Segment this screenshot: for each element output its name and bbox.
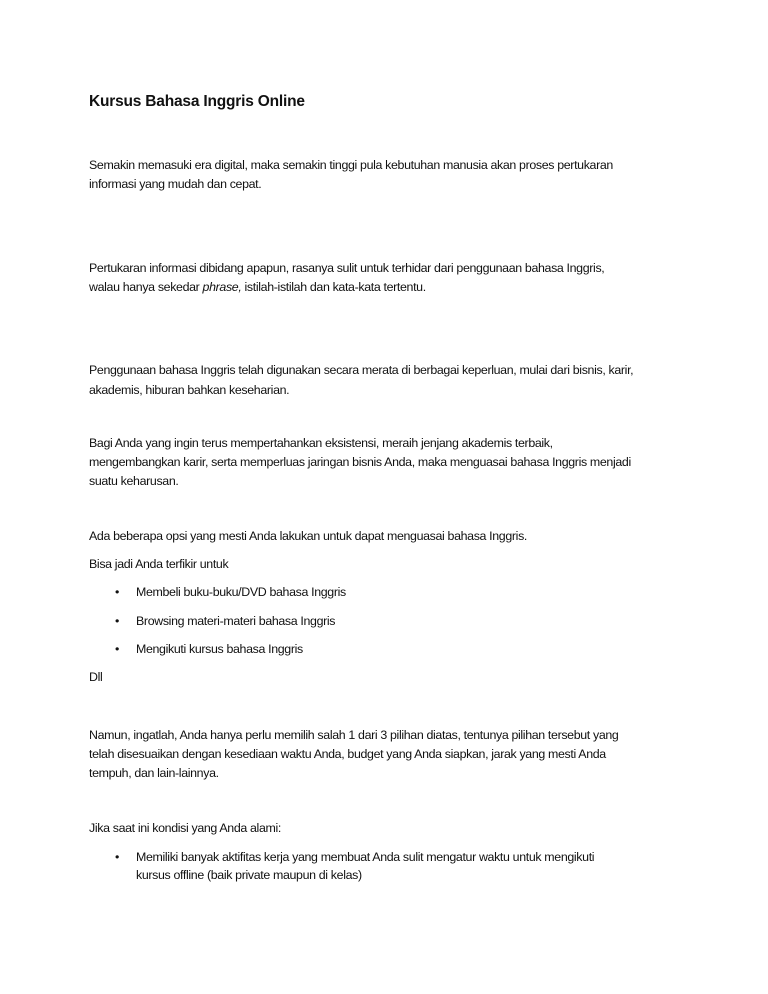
list-item-text-line-2: kursus offline (baik private maupun di kelas) [136, 868, 362, 882]
list-item-text: Mengikuti kursus bahasa Inggris [136, 642, 303, 656]
paragraph-3-line-1: Penggunaan bahasa Inggris telah digunakan secara merata di berbagai keperluan, mulai dari bisnis, karir, [89, 363, 634, 377]
paragraph-7-line-3: tempuh, dan lain-lainnya. [89, 766, 219, 780]
paragraph-4-line-2: mengembangkan karir, serta memperluas jaringan bisnis Anda, maka menguasai bahasa Inggris menjadi [89, 455, 631, 469]
list-item-text: Browsing materi-materi bahasa Inggris [136, 614, 336, 628]
paragraph-7-line-2: telah disesuaikan dengan kesediaan waktu Anda, budget yang Anda siapkan, jarak yang mesti Anda [89, 747, 606, 761]
bullet-icon: • [115, 585, 119, 599]
bullet-icon: • [115, 642, 119, 656]
paragraph-1-line-2: informasi yang mudah dan cepat. [89, 177, 262, 191]
paragraph-2-line-2 [89, 277, 689, 299]
paragraph-2-text-end: istilah-istilah dan kata-kata tertentu. [241, 280, 426, 294]
paragraph-4-line-1: Bagi Anda yang ingin terus mempertahankan eksistensi, meraih jenjang akademis terbaik, [89, 436, 553, 450]
paragraph-2-line-1: Pertukaran informasi dibidang apapun, rasanya sulit untuk terhidar dari penggunaan bahasa Inggris, [89, 261, 605, 275]
list-item-text-line-1: Memiliki banyak aktifitas kerja yang membuat Anda sulit mengatur waktu untuk mengikuti [136, 850, 595, 864]
bullet-icon: • [115, 850, 119, 864]
dll-text: Dll [89, 670, 103, 684]
list-item-text: Membeli buku-buku/DVD bahasa Inggris [136, 585, 346, 599]
paragraph-6: Bisa jadi Anda terfikir untuk [89, 557, 229, 571]
paragraph-5: Ada beberapa opsi yang mesti Anda lakukan untuk dapat menguasai bahasa Inggris. [89, 529, 528, 543]
paragraph-1-line-1: Semakin memasuki era digital, maka semakin tinggi pula kebutuhan manusia akan proses pertukaran [89, 158, 613, 172]
paragraph-7-line-1: Namun, ingatlah, Anda hanya perlu memilih salah 1 dari 3 pilihan diatas, tentunya pilihan tersebut yang [89, 728, 619, 742]
paragraph-4-line-3: suatu keharusan. [89, 474, 179, 488]
document-title: Kursus Bahasa Inggris Online [89, 93, 305, 110]
paragraph-2-text: walau hanya sekedar [89, 280, 203, 294]
paragraph-3-line-2: akademis, hiburan bahkan keseharian. [89, 383, 290, 397]
paragraph-8: Jika saat ini kondisi yang Anda alami: [89, 821, 281, 835]
bullet-icon: • [115, 614, 119, 628]
paragraph-2-emphasis: phrase, [202, 280, 242, 294]
